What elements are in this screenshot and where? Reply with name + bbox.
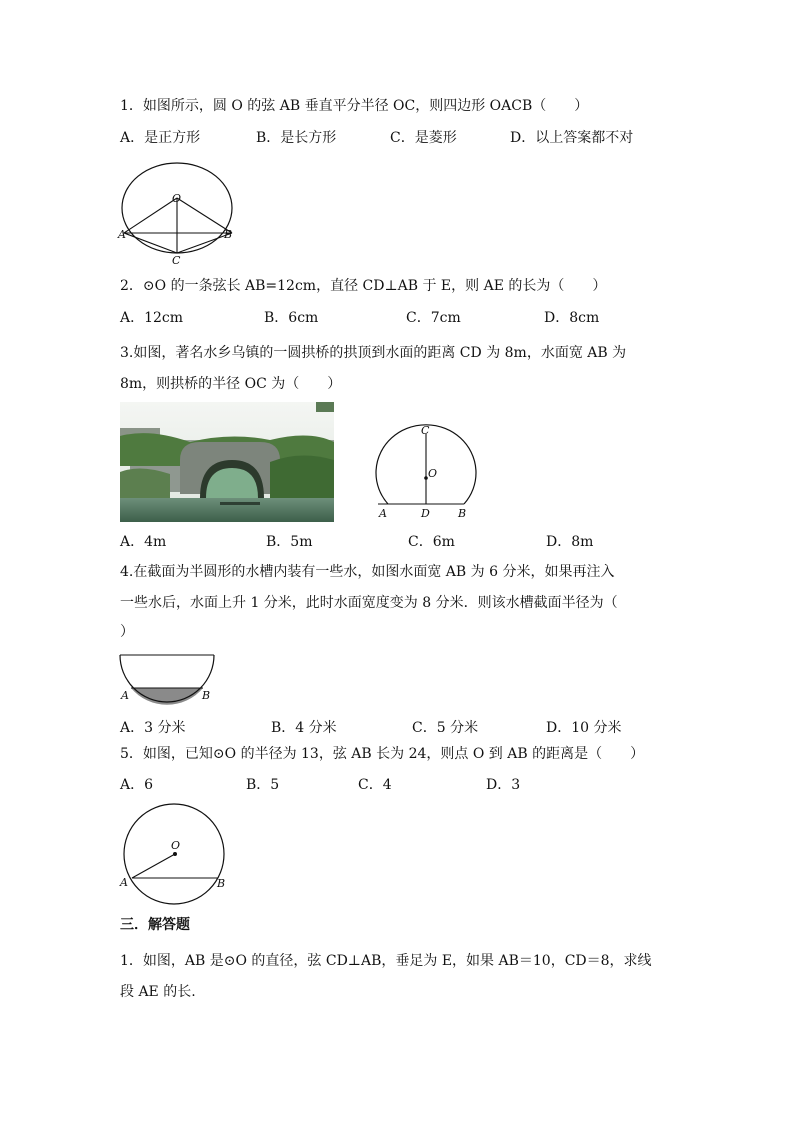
q3-label-c: C xyxy=(421,424,430,437)
q2-option-a: A．12cm xyxy=(120,310,184,326)
q5-center-point xyxy=(173,852,177,856)
q1-label-a: A xyxy=(118,228,126,241)
q3-label-b: B xyxy=(458,507,467,520)
q5-option-c: C．4 xyxy=(358,777,392,793)
q4-trough-figure xyxy=(116,652,220,704)
q5-option-a: A．6 xyxy=(120,777,154,793)
q4-option-d: D．10 分米 xyxy=(546,720,622,736)
q1-option-c: C．是菱形 xyxy=(390,130,457,146)
q3-stem-line2: 8m，则拱桥的半径 OC 为（ ） xyxy=(120,376,342,392)
q2-stem: 2．⊙O 的一条弦长 AB=12cm，直径 CD⊥AB 于 E，则 AE 的长为（ ） xyxy=(120,278,607,294)
q4-stem-line2: 一些水后，水面上升 1 分米，此时水面宽度变为 8 分米．则该水槽截面半径为（ xyxy=(120,595,618,611)
q2-option-d: D．8cm xyxy=(544,310,600,326)
q3-label-a: A xyxy=(379,507,387,520)
q4-label-b: B xyxy=(202,689,211,702)
q4-stem-line3: ） xyxy=(120,624,134,640)
section3-q1-line2: 段 AE 的长. xyxy=(120,984,196,1000)
q4-option-c: C．5 分米 xyxy=(412,720,479,736)
q1-segment-oa xyxy=(124,198,177,233)
q5-option-d: D．3 xyxy=(486,777,521,793)
section3-q1-line1: 1．如图，AB 是⊙O 的直径，弦 CD⊥AB，垂足为 E，如果 AB＝10，CD＝8，求线 xyxy=(120,953,652,969)
q5-stem: 5．如图，已知⊙O 的半径为 13，弦 AB 长为 24，则点 O 到 AB 的距离是（ ） xyxy=(120,746,645,762)
q3-label-d: D xyxy=(421,507,430,520)
q5-label-o: O xyxy=(171,839,181,852)
q3-label-o: O xyxy=(428,467,438,480)
q1-option-a: A．是正方形 xyxy=(120,130,201,146)
section3-heading: 三．解答题 xyxy=(120,917,190,933)
q3-bridge-photo xyxy=(120,402,334,522)
q2-option-c: C．7cm xyxy=(406,310,461,326)
q1-label-c: C xyxy=(172,254,181,267)
q5-label-b: B xyxy=(217,877,226,890)
q3-stem-line1: 3.如图，著名水乡乌镇的一圆拱桥的拱顶到水面的距离 CD 为 8m，水面宽 AB 为 xyxy=(120,345,627,361)
q5-option-b: B．5 xyxy=(246,777,280,793)
q2-option-b: B．6cm xyxy=(264,310,319,326)
q1-label-o: O xyxy=(172,192,182,205)
q4-label-a: A xyxy=(121,689,129,702)
q1-stem: 1．如图所示，圆 O 的弦 AB 垂直平分半径 OC，则四边形 OACB（ ） xyxy=(120,98,589,114)
q1-label-b: B xyxy=(224,228,233,241)
q1-segment-ac xyxy=(124,233,177,253)
q5-radius-oa xyxy=(132,854,175,878)
q1-option-d: D．以上答案都不对 xyxy=(510,130,634,146)
q3-option-a: A．4m xyxy=(120,534,167,550)
q1-option-b: B．是长方形 xyxy=(256,130,337,146)
q3-option-c: C．6m xyxy=(408,534,455,550)
q5-label-a: A xyxy=(120,876,128,889)
q5-circle-figure xyxy=(116,804,236,904)
q3-option-d: D．8m xyxy=(546,534,594,550)
q4-option-b: B．4 分米 xyxy=(271,720,337,736)
q4-option-a: A．3 分米 xyxy=(120,720,186,736)
q3-arch-figure xyxy=(370,420,490,525)
q1-circle-figure xyxy=(114,158,244,268)
q4-stem-line1: 4.在截面为半圆形的水槽内装有一些水，如图水面宽 AB 为 6 分米，如果再注入 xyxy=(120,564,615,580)
q3-option-b: B．5m xyxy=(266,534,313,550)
